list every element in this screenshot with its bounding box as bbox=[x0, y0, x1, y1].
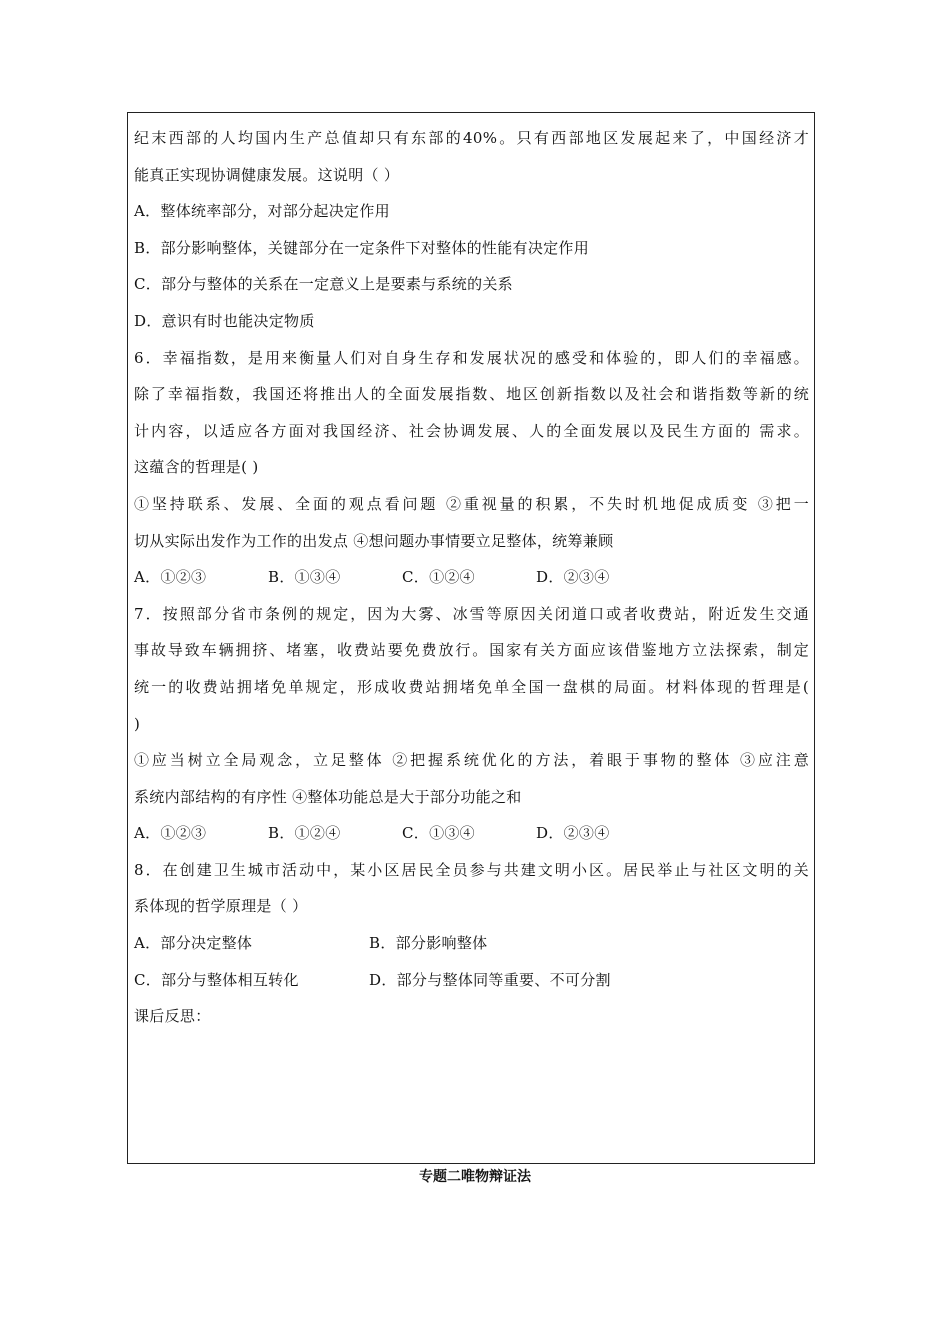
q6-options bbox=[134, 559, 809, 596]
q6-option-d: D．②③④ bbox=[536, 568, 610, 587]
q6-stem-line-4: 这蕴含的哲理是( ) bbox=[134, 458, 259, 477]
q7-statements-line-2: 系统内部结构的有序性 ④整体功能总是大于部分功能之和 bbox=[134, 787, 522, 806]
q8-options-row-1 bbox=[134, 925, 809, 962]
q5-stem-line-2: 能真正实现协调健康发展。这说明（ ） bbox=[134, 165, 400, 184]
q5-option-a: A．整体统率部分，对部分起决定作用 bbox=[134, 202, 390, 221]
q8-option-d: D．部分与整体同等重要、不可分割 bbox=[369, 970, 611, 989]
q8-options-row-2 bbox=[134, 962, 809, 999]
q5-stem-line-1: 纪末西部的人均国内生产总值却只有东部的40%。只有西部地区发展起来了，中国经济才 bbox=[134, 129, 809, 147]
q8-option-a: A．部分决定整体 bbox=[134, 934, 253, 953]
q7-stem-line-2: 事故导致车辆拥挤、堵塞，收费站要免费放行。国家有关方面应该借鉴地方立法探索，制定 bbox=[134, 641, 809, 660]
q8-option-c: C．部分与整体相互转化 bbox=[134, 970, 299, 989]
q8-stem-line-1: 8．在创建卫生城市活动中，某小区居民全员参与共建文明小区。居民举止与社区文明的关 bbox=[134, 860, 809, 879]
q6-stem-line-3: 计内容，以适应各方面对我国经济、社会协调发展、人的全面发展以及民生方面的 需求。 bbox=[134, 421, 809, 440]
q7-option-a: A．①②③ bbox=[134, 824, 207, 843]
q6-option-b: B．①③④ bbox=[268, 568, 341, 587]
q7-option-d: D．②③④ bbox=[536, 824, 610, 843]
q7-statements-line-1: ①应当树立全局观念，立足整体 ②把握系统优化的方法，着眼于事物的整体 ③应注意 bbox=[134, 751, 809, 770]
q8-stem-line-2: 系体现的哲学原理是（ ） bbox=[134, 897, 308, 916]
q7-option-b: B．①②④ bbox=[268, 824, 341, 843]
q6-option-c: C．①②④ bbox=[402, 568, 475, 587]
q5-option-b: B．部分影响整体，关键部分在一定条件下对整体的性能有决定作用 bbox=[134, 238, 590, 257]
q7-stem-line-1: 7．按照部分省市条例的规定，因为大雾、冰雪等原因关闭道口或者收费站，附近发生交通 bbox=[134, 604, 809, 623]
question-content bbox=[134, 120, 809, 1035]
q7-options bbox=[134, 815, 809, 852]
q6-statements-line-2: 切从实际出发作为工作的出发点 ④想问题办事情要立足整体，统筹兼顾 bbox=[134, 531, 614, 550]
q7-stem-line-3: 统一的收费站拥堵免单规定，形成收费站拥堵免单全国一盘棋的局面。材料体现的哲理是( bbox=[134, 677, 809, 696]
reflection-label: 课后反思： bbox=[134, 1007, 211, 1026]
q7-option-c: C．①③④ bbox=[402, 824, 475, 843]
q6-stem-line-1: 6．幸福指数，是用来衡量人们对自身生存和发展状况的感受和体验的，即人们的幸福感。 bbox=[134, 348, 809, 367]
q5-option-d: D．意识有时也能决定物质 bbox=[134, 311, 315, 330]
q6-stem-line-2: 除了幸福指数，我国还将推出人的全面发展指数、地区创新指数以及社会和谐指数等新的统 bbox=[134, 385, 809, 404]
q8-option-b: B．部分影响整体 bbox=[369, 934, 488, 953]
section-title: 专题二唯物辩证法 bbox=[419, 1169, 531, 1185]
q6-statements-line-1: ①坚持联系、发展、全面的观点看问题 ②重视量的积累，不失时机地促成质变 ③把一 bbox=[134, 494, 809, 513]
q6-option-a: A．①②③ bbox=[134, 568, 207, 587]
q5-option-c: C．部分与整体的关系在一定意义上是要素与系统的关系 bbox=[134, 275, 513, 294]
q7-stem-line-4: ) bbox=[134, 714, 141, 733]
